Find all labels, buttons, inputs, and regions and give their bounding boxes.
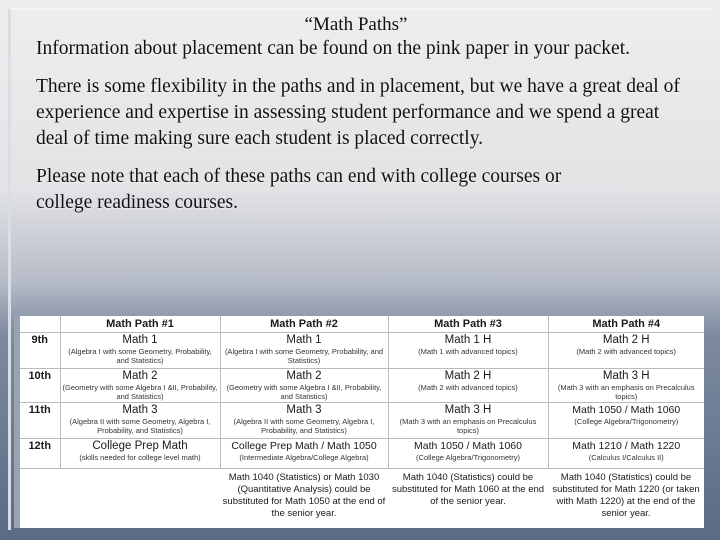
grade-cell: 10th (20, 369, 60, 403)
course-name: College Prep Math (92, 440, 188, 452)
paths-note-line-1: Please note that each of these paths can end with college courses or (36, 166, 562, 187)
course-name: Math 1050 / Math 1060 (572, 404, 681, 416)
course-name: Math 3 (122, 404, 158, 416)
course-desc: (College Algebra/Trigonometry) (574, 417, 679, 426)
course-cell (548, 333, 704, 369)
table-row (20, 369, 704, 403)
course-desc: (College Algebra/Trigonometry) (416, 453, 520, 462)
course-desc: (Calculus I/Calculus II) (588, 453, 664, 462)
note-path-3: Math 1040 (Statistics) could be substituted for Math 1060 at the end of the senior year. (391, 472, 545, 507)
table-row (20, 403, 704, 439)
math-paths-table-image (20, 316, 704, 528)
course-desc: (Algebra II with some Geometry, Algebra I, Probability, and Statistics) (69, 417, 211, 435)
course-cell (60, 403, 220, 439)
course-cell (60, 439, 220, 469)
slide-text-area (36, 14, 696, 216)
course-cell (548, 403, 704, 439)
course-name: Math 3 H (602, 370, 650, 382)
course-name: College Prep Math / Math 1050 (231, 440, 377, 452)
course-desc: (Math 2 with advanced topics) (576, 347, 677, 356)
course-name: Math 1 H (444, 334, 492, 346)
course-desc: (Geometry with some Algebra I &II, Probability, and Statistics) (62, 383, 218, 401)
course-name: Math 2 (286, 370, 322, 382)
course-cell (388, 403, 548, 439)
note-cell-empty (20, 469, 60, 521)
course-cell (548, 369, 704, 403)
course-name: Math 1050 / Math 1060 (414, 440, 522, 452)
course-desc: (Math 1 with advanced topics) (418, 347, 518, 356)
course-name: Math 1 (286, 334, 322, 346)
slide-title: “Math Paths” (304, 14, 408, 35)
table-header-row (20, 316, 704, 333)
header-grade (20, 316, 60, 333)
header-path-4: Math Path #4 (548, 316, 704, 333)
paths-note-line-2: college readiness courses. (36, 192, 238, 213)
course-desc: (Geometry with some Algebra I &II, Probability, and Statistics) (226, 383, 382, 401)
course-desc: (skills needed for college level math) (79, 453, 201, 462)
course-desc: (Math 3 with an emphasis on Precalculus topics) (399, 417, 537, 435)
course-cell (388, 333, 548, 369)
course-name: Math 3 (286, 404, 322, 416)
header-path-2: Math Path #2 (220, 316, 388, 333)
course-desc: (Math 3 with an emphasis on Precalculus topics) (557, 383, 695, 401)
course-cell (60, 369, 220, 403)
course-cell (220, 333, 388, 369)
grade-cell: 9th (20, 333, 60, 369)
course-cell (388, 369, 548, 403)
course-name: Math 2 H (602, 334, 650, 346)
grade-cell: 12th (20, 439, 60, 469)
course-desc: (Algebra I with some Geometry, Probability, and Statistics) (68, 347, 212, 365)
header-path-3: Math Path #3 (388, 316, 548, 333)
course-cell (220, 403, 388, 439)
course-name: Math 3 H (444, 404, 492, 416)
note-cell-empty (60, 469, 220, 521)
course-name: Math 2 (122, 370, 158, 382)
course-name: Math 2 H (444, 370, 492, 382)
note-path-4: Math 1040 (Statistics) could be substituted for Math 1220 (or taken with Math 1220) at the end of the senior year. (552, 472, 700, 519)
flexibility-paragraph: There is some flexibility in the paths and in placement, but we have a great deal of experience and expertise in assessing student performance and we spend a great deal of time making sure each student is placed correctly. (36, 76, 680, 149)
placement-info-paragraph: Information about placement can be found on the pink paper in your packet. (36, 38, 631, 59)
course-cell (220, 439, 388, 469)
header-path-1: Math Path #1 (60, 316, 220, 333)
course-cell (388, 439, 548, 469)
course-desc: (Math 2 with advanced topics) (418, 383, 518, 392)
paths-note-paragraph (36, 164, 696, 216)
grade-cell: 11th (20, 403, 60, 439)
course-cell (220, 369, 388, 403)
math-paths-table (20, 316, 704, 520)
course-desc: (Algebra I with some Geometry, Probability, and Statistics) (224, 347, 384, 365)
course-name: Math 1 (122, 334, 158, 346)
course-name: Math 1210 / Math 1220 (572, 440, 681, 452)
course-cell (60, 333, 220, 369)
notes-row (20, 469, 704, 521)
course-cell (548, 439, 704, 469)
table-row (20, 333, 704, 369)
course-desc: (Intermediate Algebra/College Algebra) (239, 453, 369, 462)
course-desc: (Algebra II with some Geometry, Algebra I, Probability, and Statistics) (233, 417, 375, 435)
table-row (20, 439, 704, 469)
note-path-2: Math 1040 (Statistics) or Math 1030 (Quantitative Analysis) could be substituted for Math 1050 at the end of the senior year. (222, 472, 386, 519)
